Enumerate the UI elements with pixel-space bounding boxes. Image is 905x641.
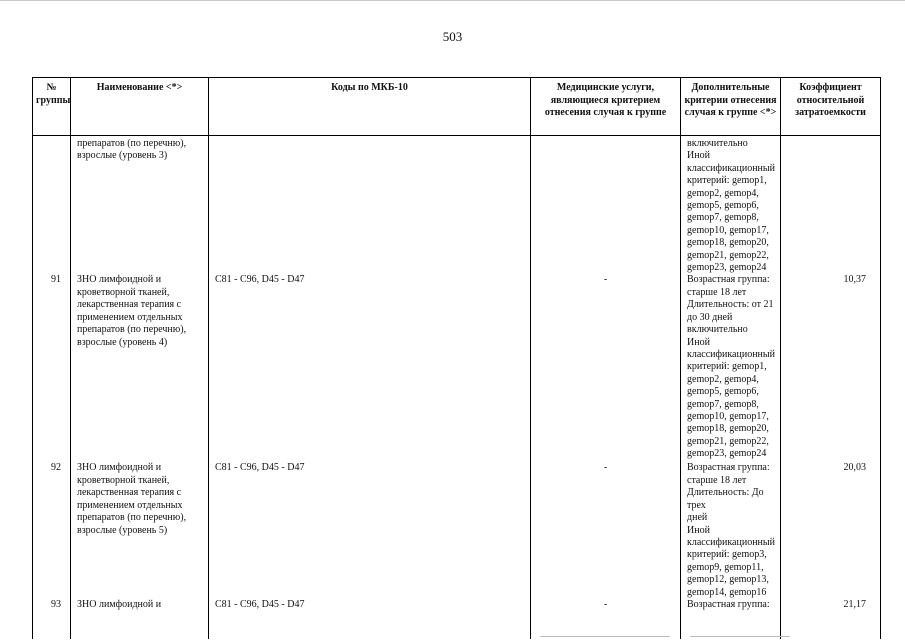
page-number: 503 [442, 29, 463, 44]
header-group-number: № группы [33, 78, 71, 136]
cell-coefficient: 20,03 [781, 462, 881, 598]
cell-criteria: включительно Иной классификационный критерий: gemop1, gemop2, gemop4, gemop5, gemop6, gemop7, gemop8, gemop10, gemop17, gemop18, gemop20, gemop21, gemop22, gemop23, gemop24 [681, 136, 781, 275]
cell-name: ЗНО лимфоидной и кроветворной тканей, лекарственная терапия с применением отдельных препаратов (по перечню), взрослые (уровень 5) [71, 462, 209, 598]
ksg-table [32, 77, 881, 639]
cell-coefficient: 21,17 [781, 599, 881, 639]
table-row-continuation [33, 136, 881, 275]
cell-group-number: 93 [33, 599, 71, 639]
cell-name: ЗНО лимфоидной и [71, 599, 209, 639]
page-top-edge [0, 0, 905, 7]
cell-group-number [33, 136, 71, 275]
table-row [33, 462, 881, 598]
header-additional-criteria: Дополнительные критерии отнесения случая к группе <*> [681, 78, 781, 136]
header-cost-coefficient: Коэффициент относительной затратоемкости [781, 78, 881, 136]
cell-services: - [531, 462, 681, 598]
cell-name: ЗНО лимфоидной и кроветворной тканей, лекарственная терапия с применением отдельных препаратов (по перечню), взрослые (уровень 4) [71, 274, 209, 462]
cell-coefficient [781, 136, 881, 275]
table-row [33, 599, 881, 639]
cell-group-number: 92 [33, 462, 71, 598]
cell-icd-codes: C81 - C96, D45 - D47 [209, 274, 531, 462]
cell-icd-codes: C81 - C96, D45 - D47 [209, 462, 531, 598]
cell-criteria: Возрастная группа: старше 18 лет Длительность: До трех дней Иной классификационный критерий: gemop3, gemop9, gemop11, gemop12, gemop13, gemop14, gemop16 [681, 462, 781, 598]
header-name: Наименование <*> [71, 78, 209, 136]
cell-services: - [531, 599, 681, 639]
cell-name: препаратов (по перечню), взрослые (уровень 3) [71, 136, 209, 275]
cell-services: - [531, 274, 681, 462]
cell-icd-codes: C81 - C96, D45 - D47 [209, 599, 531, 639]
cell-criteria: Возрастная группа: [681, 599, 781, 639]
scan-edge-mark [540, 636, 670, 641]
cell-group-number: 91 [33, 274, 71, 462]
cell-icd-codes [209, 136, 531, 275]
header-medical-services: Медицинские услуги, являющиеся критерием отнесения случая к группе [531, 78, 681, 136]
table-row [33, 274, 881, 462]
cell-coefficient: 10,37 [781, 274, 881, 462]
cell-services [531, 136, 681, 275]
cell-criteria: Возрастная группа: старше 18 лет Длительность: от 21 до 30 дней включительно Иной классификационный критерий: gemop1, gemop2, gemop4, gemop5, gemop6, gemop7, gemop8, gemop10, gemop17, gemop18, gemop20, gemop21, gemop22, gemop23, gemop24 [681, 274, 781, 462]
table-header-row [33, 78, 881, 136]
scan-edge-mark [690, 636, 790, 641]
header-icd-codes: Коды по МКБ-10 [209, 78, 531, 136]
